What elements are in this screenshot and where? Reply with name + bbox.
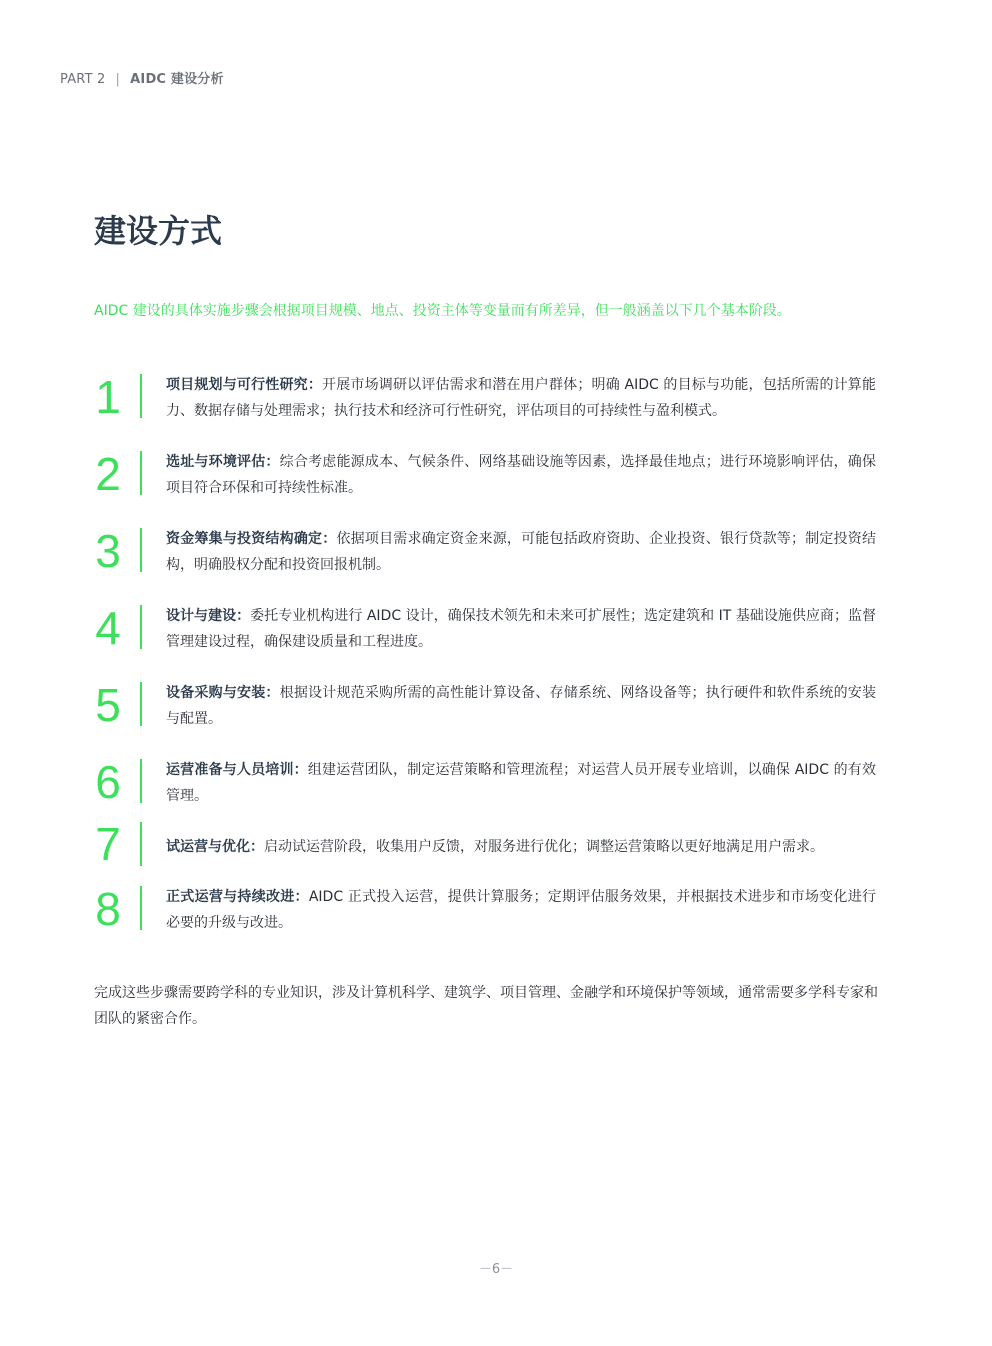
step-label: 选址与环境评估： (166, 454, 280, 470)
step-label: 设计与建设： (166, 608, 251, 624)
step-text (166, 449, 876, 501)
step-divider (140, 605, 142, 649)
step-number: 4 (95, 602, 121, 654)
step-text (166, 680, 876, 732)
step-divider (140, 759, 142, 803)
step-description: 组建运营团队，制定运营策略和管理流程；对运营人员开展专业培训，以确保 AIDC 的有效管理。 (166, 762, 876, 804)
step-number: 8 (95, 883, 121, 935)
step-label: 设备采购与安装： (166, 685, 280, 701)
step-divider (140, 682, 142, 726)
step-label: 运营准备与人员培训： (166, 762, 308, 778)
page-header (60, 68, 224, 87)
header-section: AIDC 建设分析 (130, 72, 224, 87)
step-description: 综合考虑能源成本、气候条件、网络基础设施等因素，选择最佳地点；进行环境影响评估，确保项目符合环保和可持续性标准。 (166, 454, 877, 496)
step-label: 项目规划与可行性研究： (166, 377, 323, 393)
step-text (166, 526, 876, 578)
page-title: 建设方式 (94, 212, 223, 250)
step-label: 资金筹集与投资结构确定： (166, 531, 337, 547)
header-part: PART 2 (60, 72, 106, 87)
step-description: 根据设计规范采购所需的高性能计算设备、存储系统、网络设备等；执行硬件和软件系统的安装与配置。 (166, 685, 877, 727)
step-text (166, 884, 876, 936)
step-number: 1 (95, 371, 121, 423)
step-label: 正式运营与持续改进： (166, 889, 309, 905)
step-text (166, 603, 876, 655)
step-text (166, 834, 876, 860)
step-description: 委托专业机构进行 AIDC 设计，确保技术领先和未来可扩展性；选定建筑和 IT 基础设施供应商；监督管理建设过程，确保建设质量和工程进度。 (166, 608, 876, 650)
step-divider (140, 822, 142, 866)
step-description: AIDC 正式投入运营，提供计算服务；定期评估服务效果，并根据技术进步和市场变化进行必要的升级与改进。 (166, 889, 876, 931)
step-description: 开展市场调研以评估需求和潜在用户群体；明确 AIDC 的目标与功能，包括所需的计算能力、数据存储与处理需求；执行技术和经济可行性研究，评估项目的可持续性与盈利模式。 (166, 377, 876, 419)
intro-text: AIDC 建设的具体实施步骤会根据项目规模、地点、投资主体等变量而有所差异，但一般涵盖以下几个基本阶段。 (94, 303, 791, 319)
step-number: 3 (95, 525, 121, 577)
step-divider (140, 374, 142, 418)
step-description: 依据项目需求确定资金来源，可能包括政府资助、企业投资、银行贷款等；制定投资结构，明确股权分配和投资回报机制。 (166, 531, 877, 573)
step-divider (140, 886, 142, 930)
step-number: 6 (95, 756, 121, 808)
step-description: 启动试运营阶段，收集用户反馈，对服务进行优化；调整运营策略以更好地满足用户需求。 (264, 839, 824, 855)
step-text (166, 372, 876, 424)
step-number: 5 (95, 679, 121, 731)
step-divider (140, 528, 142, 572)
step-text (166, 757, 876, 809)
closing-paragraph: 完成这些步骤需要跨学科的专业知识，涉及计算机科学、建筑学、项目管理、金融学和环境保护等领域，通常需要多学科专家和团队的紧密合作。 (94, 985, 878, 1027)
step-label: 试运营与优化： (166, 839, 264, 855)
step-divider (140, 451, 142, 495)
step-number: 2 (95, 448, 121, 500)
step-number: 7 (95, 818, 121, 870)
header-separator: | (115, 72, 121, 87)
page-number: －6－ (478, 1262, 514, 1277)
